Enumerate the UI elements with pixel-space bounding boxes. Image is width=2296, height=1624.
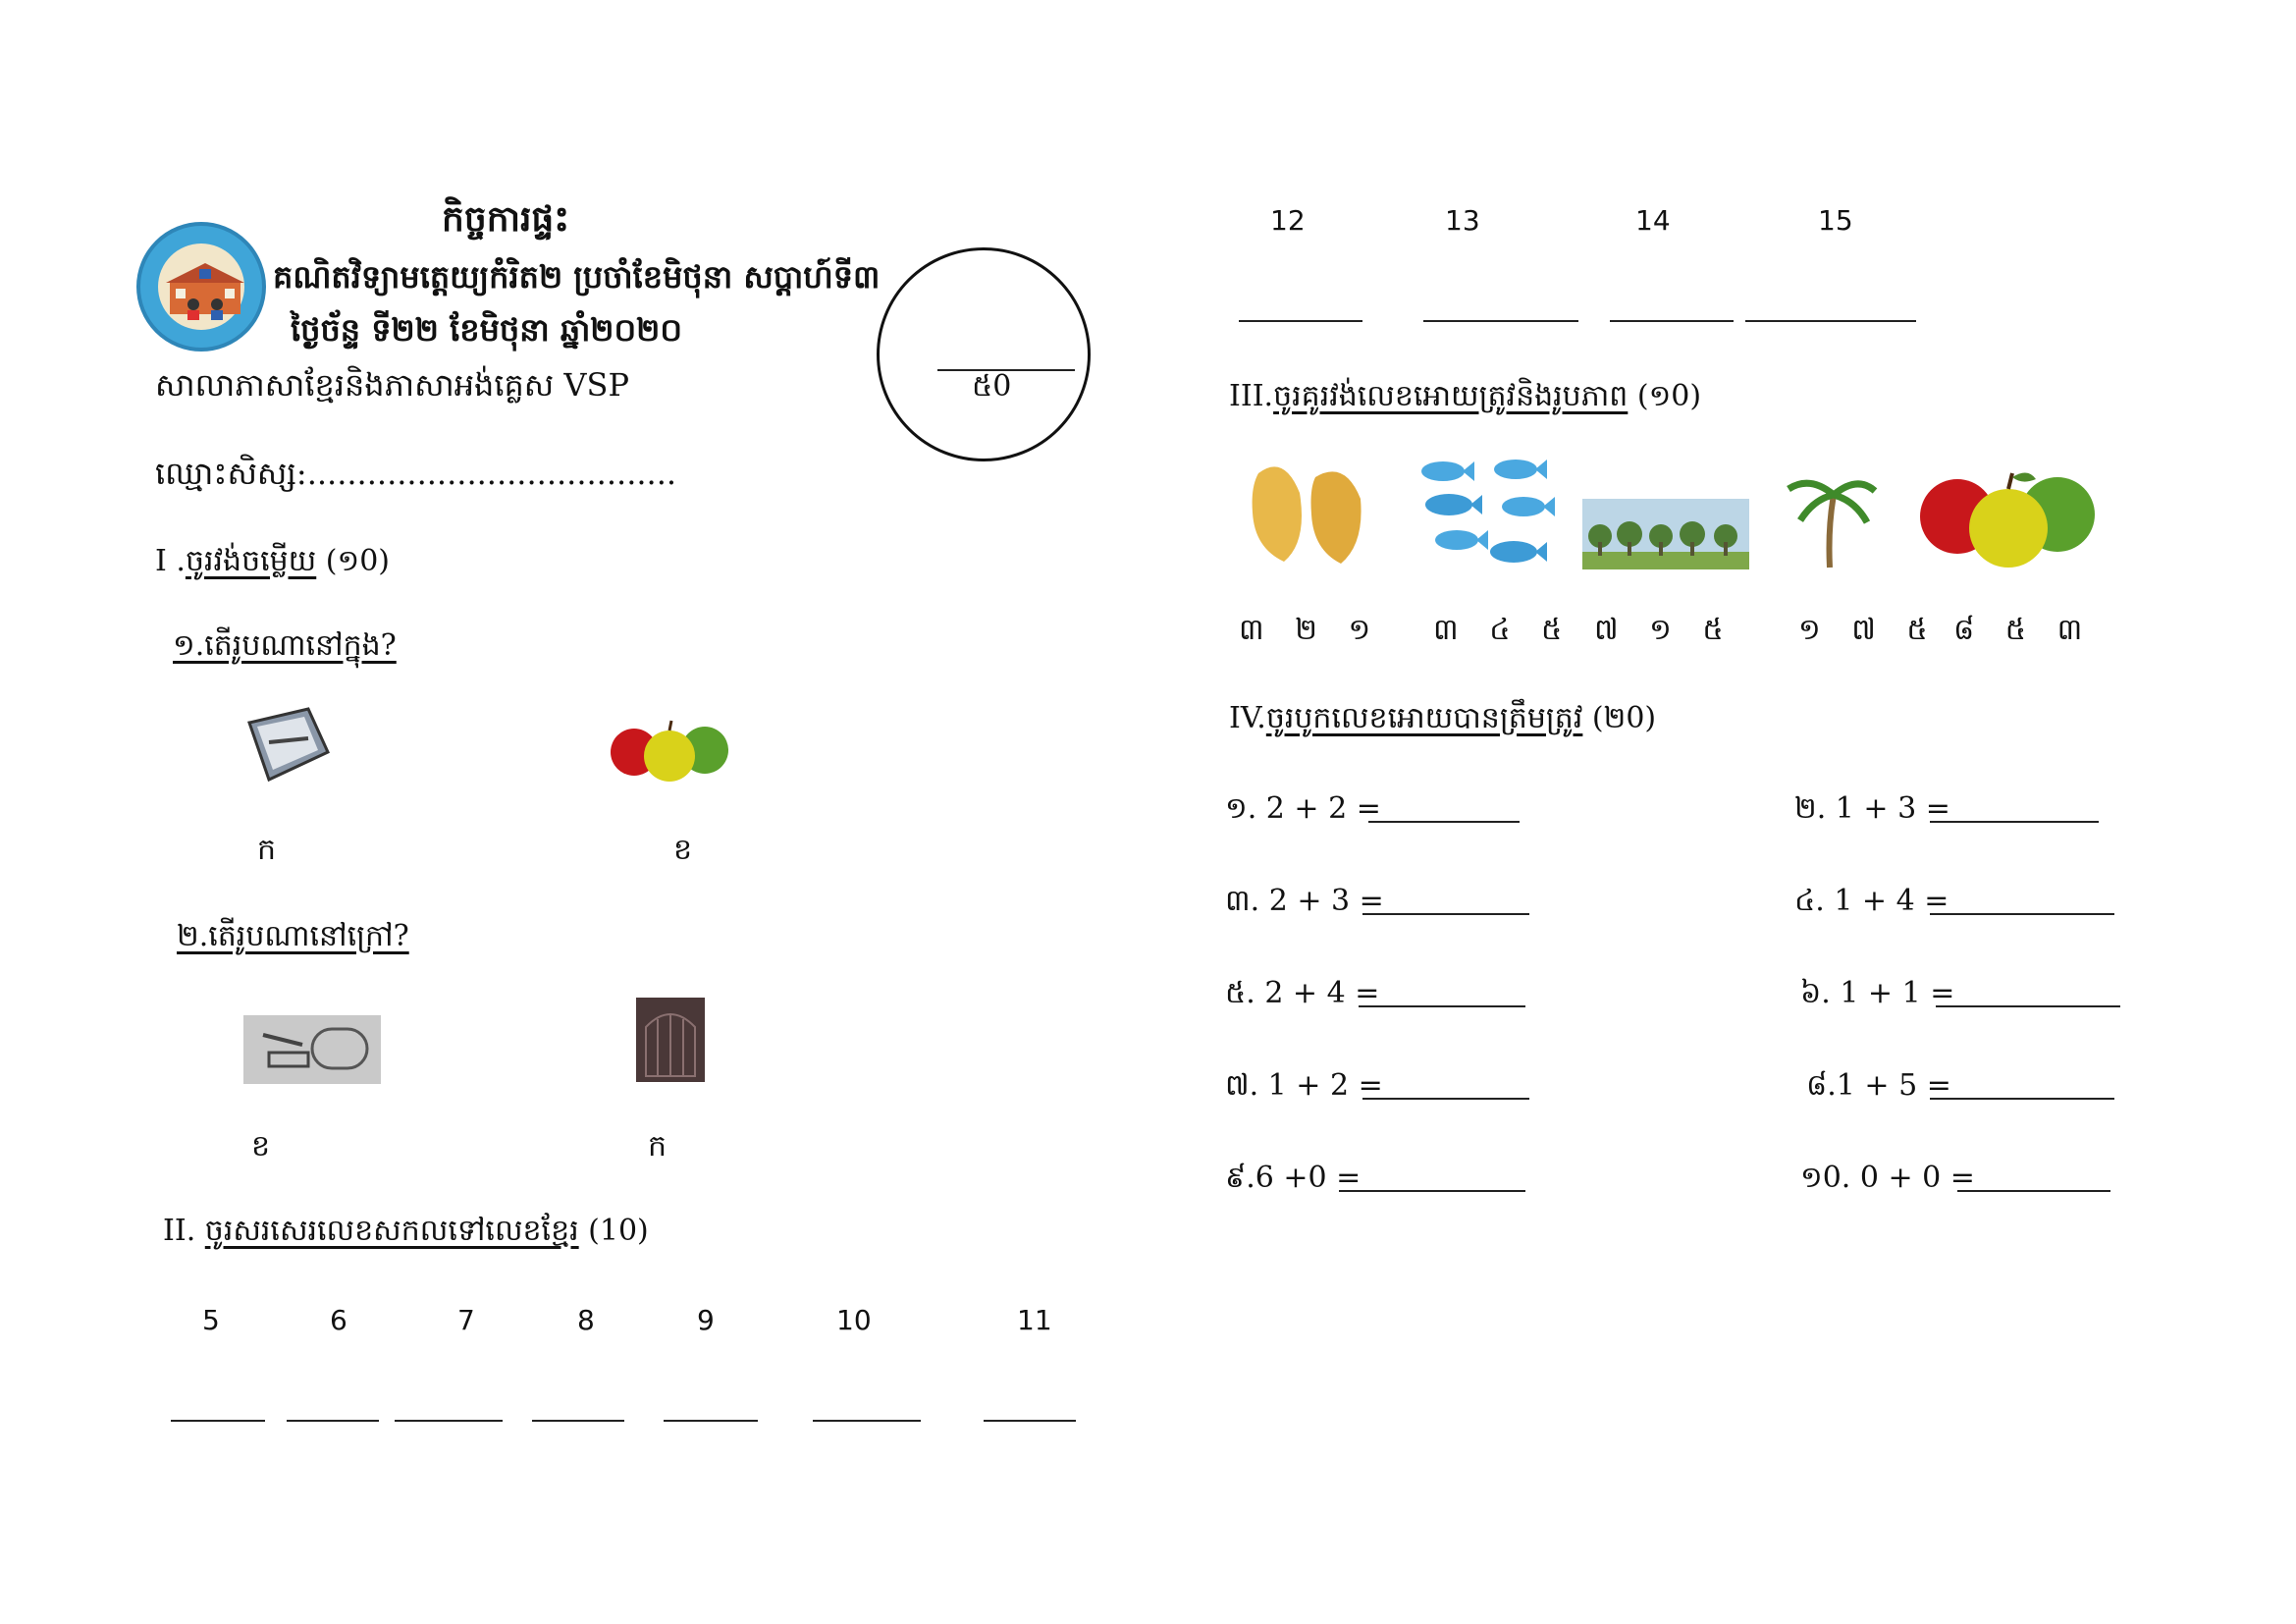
number-label: 7 <box>457 1304 475 1336</box>
number-label: 14 <box>1635 204 1671 237</box>
number-label: 11 <box>1017 1304 1052 1336</box>
answer-blank[interactable] <box>1368 821 1520 823</box>
q1-option-a[interactable]: ក <box>257 833 277 867</box>
number-label: 13 <box>1445 204 1480 237</box>
number-label: 12 <box>1270 204 1306 237</box>
count-choices-mango[interactable]: ៣ ២ ១ <box>1239 613 1371 647</box>
bird-in-cage-icon[interactable] <box>636 998 705 1082</box>
count-choices-palm[interactable]: ១ ៧ ៥ <box>1798 613 1928 647</box>
q2-option-right[interactable]: ក <box>648 1129 667 1164</box>
answer-blank[interactable] <box>171 1420 265 1422</box>
palm-tree-icon <box>1785 469 1879 569</box>
answer-blank[interactable] <box>1339 1190 1525 1192</box>
answer-blank[interactable] <box>1957 1190 2110 1192</box>
score-total: ៥0 <box>972 369 1012 404</box>
mango-icon <box>1245 454 1372 569</box>
apples-icon <box>1916 463 2099 569</box>
answer-blank[interactable] <box>1936 1005 2120 1007</box>
trees-icon <box>1582 499 1749 569</box>
answer-blank[interactable] <box>1362 1098 1529 1100</box>
addition-problem: ១0. 0 + 0 = <box>1800 1161 1975 1195</box>
addition-problem: ៣. 2 + 3 = <box>1225 884 1384 918</box>
section1-question1: ១.តើរូបណានៅក្នុង? <box>173 628 397 663</box>
apples-icon[interactable] <box>607 709 734 787</box>
answer-blank[interactable] <box>664 1420 758 1422</box>
answer-blank[interactable] <box>1930 913 2114 915</box>
section1-heading: I .ចូរវង់ចម្លើយ (១0) <box>155 544 390 578</box>
q1-option-b[interactable]: ខ <box>673 833 693 867</box>
answer-blank[interactable] <box>1930 1098 2114 1100</box>
answer-blank[interactable] <box>1423 320 1578 322</box>
number-label: 10 <box>836 1304 872 1336</box>
answer-blank[interactable] <box>1745 320 1916 322</box>
box-with-object-inside-icon[interactable] <box>240 703 338 791</box>
answer-blank[interactable] <box>1930 821 2099 823</box>
object-outside-box-icon[interactable] <box>243 1015 381 1084</box>
answer-blank[interactable] <box>532 1420 624 1422</box>
section2-heading: II. ចូរសរសេរលេខសកលទៅលេខខ្មែរ (10) <box>163 1214 649 1248</box>
number-label: 5 <box>202 1304 220 1336</box>
addition-problem: ៦. 1 + 1 = <box>1800 976 1955 1010</box>
number-label: 6 <box>330 1304 347 1336</box>
number-label: 9 <box>697 1304 715 1336</box>
section4-heading: IV.ចូរបូកលេខអោយបានត្រឹមត្រូវ (២0) <box>1229 701 1657 735</box>
answer-blank[interactable] <box>1239 320 1362 322</box>
addition-problem: ១. 2 + 2 = <box>1225 791 1381 826</box>
answer-blank[interactable] <box>1359 1005 1525 1007</box>
count-choices-apples[interactable]: ៨ ៥ ៣ <box>1953 613 2083 647</box>
addition-problem: ៧. 1 + 2 = <box>1225 1068 1383 1103</box>
school-building-icon <box>164 259 246 322</box>
answer-blank[interactable] <box>287 1420 379 1422</box>
addition-problem: ៤. 1 + 4 = <box>1794 884 1949 918</box>
section1-question2: ២.តើរូបណានៅក្រៅ? <box>177 919 409 953</box>
addition-problem: ២. 1 + 3 = <box>1794 791 1950 826</box>
school-name: សាលាភាសាខ្មែរនិងភាសាអង់គ្លេស VSP <box>155 366 629 404</box>
answer-blank[interactable] <box>984 1420 1076 1422</box>
answer-blank[interactable] <box>813 1420 921 1422</box>
fish-icon <box>1414 450 1557 569</box>
answer-blank[interactable] <box>395 1420 503 1422</box>
section3-heading: III.ចូរគូរវង់លេខអោយត្រូវនិងរូបភាព (១0) <box>1229 379 1702 413</box>
number-label: 15 <box>1818 204 1853 237</box>
answer-blank[interactable] <box>1610 320 1734 322</box>
addition-problem: ៩.6 +0 = <box>1225 1161 1362 1195</box>
student-name-field[interactable]: ឈ្មោះសិស្ស:..................................... <box>155 455 677 492</box>
count-choices-fish[interactable]: ៣ ៤ ៥ <box>1433 613 1563 647</box>
page-subtitle: គណិតវិទ្យាមត្តេយ្យកំរិត២ ប្រចាំខែមិថុនា សប្តាហ៍ទី៣ <box>273 258 881 296</box>
date-line: ថ្ងៃច័ន្ទ ទី២២ ខែមិថុនា ឆ្នាំ២០២០ <box>291 311 683 349</box>
count-choices-trees[interactable]: ៧ ១ ៥ <box>1594 613 1724 647</box>
score-circle <box>877 247 1091 461</box>
addition-problem: ៥. 2 + 4 = <box>1225 976 1380 1010</box>
school-logo <box>136 222 266 352</box>
page-title: កិច្ចការផ្ទះ <box>442 198 570 240</box>
addition-problem: ៨.1 + 5 = <box>1806 1068 1951 1103</box>
answer-blank[interactable] <box>1362 913 1529 915</box>
q2-option-left[interactable]: ខ <box>251 1129 271 1164</box>
number-label: 8 <box>577 1304 595 1336</box>
